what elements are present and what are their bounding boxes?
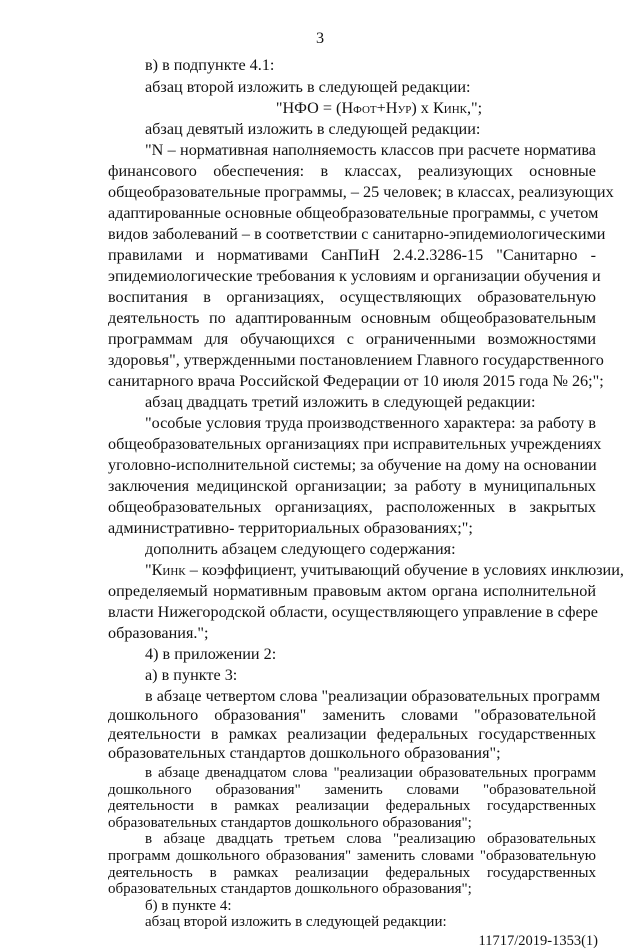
text-line: власти Нижегородской области, осуществляющего управление в сфере (108, 603, 598, 621)
formula-line (0, 99, 640, 119)
text-line: абзац двадцать третий изложить в следующей редакции: (145, 393, 536, 411)
text-line: "N – нормативная наполняемость классов при расчете норматива (145, 141, 596, 159)
text-line (145, 561, 624, 581)
text-line: в) в подпункте 4.1: (145, 56, 275, 74)
text-line: административно- территориальных образованиях;"; (108, 519, 473, 537)
text-line: уголовно-исполнительной системы; за обучение на дому на основании (108, 456, 597, 474)
formula-sub-ink: ИНК (443, 104, 467, 116)
text-line: образовательных стандартов дошкольного образования"; (108, 744, 501, 762)
document-number-footer: 11717/2019-1353(1) (478, 933, 598, 949)
text-line: программ дошкольного образования" заменить словами "образовательную (108, 848, 596, 864)
text-line: воспитания в организациях, осуществляющих образовательную (108, 288, 596, 306)
text-line: заключения медицинской организации; за работу в муниципальных (108, 477, 596, 495)
formula-mid: +Н (376, 99, 398, 117)
text-line: абзац второй изложить в следующей редакции: (145, 78, 471, 96)
text-line: деятельность по адаптированным основным общеобразовательным (108, 309, 596, 327)
text-line: в абзаце четвертом слова "реализации образовательных программ (145, 687, 601, 705)
text-line: в абзаце двенадцатом слова "реализации образовательных программ (145, 765, 596, 781)
formula-mid2: ) x К (411, 99, 444, 117)
text-line: дополнить абзацем следующего содержания: (145, 540, 456, 558)
text-line: образовательных стандартов дошкольного образования"; (108, 881, 472, 898)
text-line: 4) в приложении 2: (145, 645, 277, 663)
coef-text: – коэффициент, учитывающий обучение в условиях инклюзии, (185, 561, 624, 579)
formula-sub-fot: ФОТ (353, 104, 377, 116)
text-line: а) в пункте 3: (145, 666, 238, 684)
coef-k: "К (145, 561, 163, 579)
text-line: "особые условия труда производственного характера: за работу в (145, 414, 596, 432)
text-line: в абзаце двадцать третьем слова "реализацию образовательных (145, 831, 596, 848)
text-line: деятельность в рамках реализации федеральных государственных (108, 864, 596, 881)
text-line: общеобразовательные программы, – 25 человек; в классах, реализующих (108, 183, 614, 201)
text-line: здоровья", утвержденными постановлением Главного государственного (108, 351, 604, 369)
formula-suffix: ,"; (466, 99, 483, 117)
text-line: финансового обеспечения: в классах, реализующих основные (108, 162, 596, 180)
text-line: общеобразовательных организациях при исправительных учреждениях (108, 435, 602, 453)
coef-sub-ink: ИНК (162, 566, 186, 578)
text-line: абзац девятый изложить в следующей редакции: (145, 120, 481, 138)
formula-prefix: "НФО = (Н (275, 99, 354, 117)
page-number: 3 (315, 29, 325, 47)
text-line: абзац второй изложить в следующей редакции: (145, 914, 447, 931)
text-line: образовательных стандартов дошкольного образования"; (108, 814, 472, 831)
text-line: деятельности в рамках реализации федеральных государственных (108, 725, 596, 743)
text-line: образования."; (108, 624, 209, 642)
text-line: адаптированные основные общеобразовательные программы, с учетом (108, 204, 599, 222)
text-line: эпидемиологические требования к условиям и организации обучения и (108, 267, 601, 285)
text-line: программам для обучающихся с ограниченными возможностями (108, 330, 596, 348)
text-line: деятельности в рамках реализации федеральных государственных (108, 798, 596, 815)
text-line: санитарного врача Российской Федерации от 10 июля 2015 года № 26;"; (108, 372, 604, 390)
text-line: дошкольного образования" заменить словами "образовательной (108, 781, 596, 798)
formula-sub-ur: УР (397, 104, 412, 116)
text-line: определяемый нормативным правовым актом органа исполнительной (108, 582, 596, 600)
text-line: общеобразовательных организациях, расположенных в закрытых (108, 498, 596, 516)
text-line: б) в пункте 4: (145, 897, 232, 914)
text-line: дошкольного образования" заменить словами "образовательной (108, 706, 596, 724)
text-line: видов заболеваний – в соответствии с санитарно-эпидемиологическими (108, 225, 606, 243)
text-line: правилами и нормативами СанПиН 2.4.2.3286-15 "Санитарно - (108, 246, 596, 264)
